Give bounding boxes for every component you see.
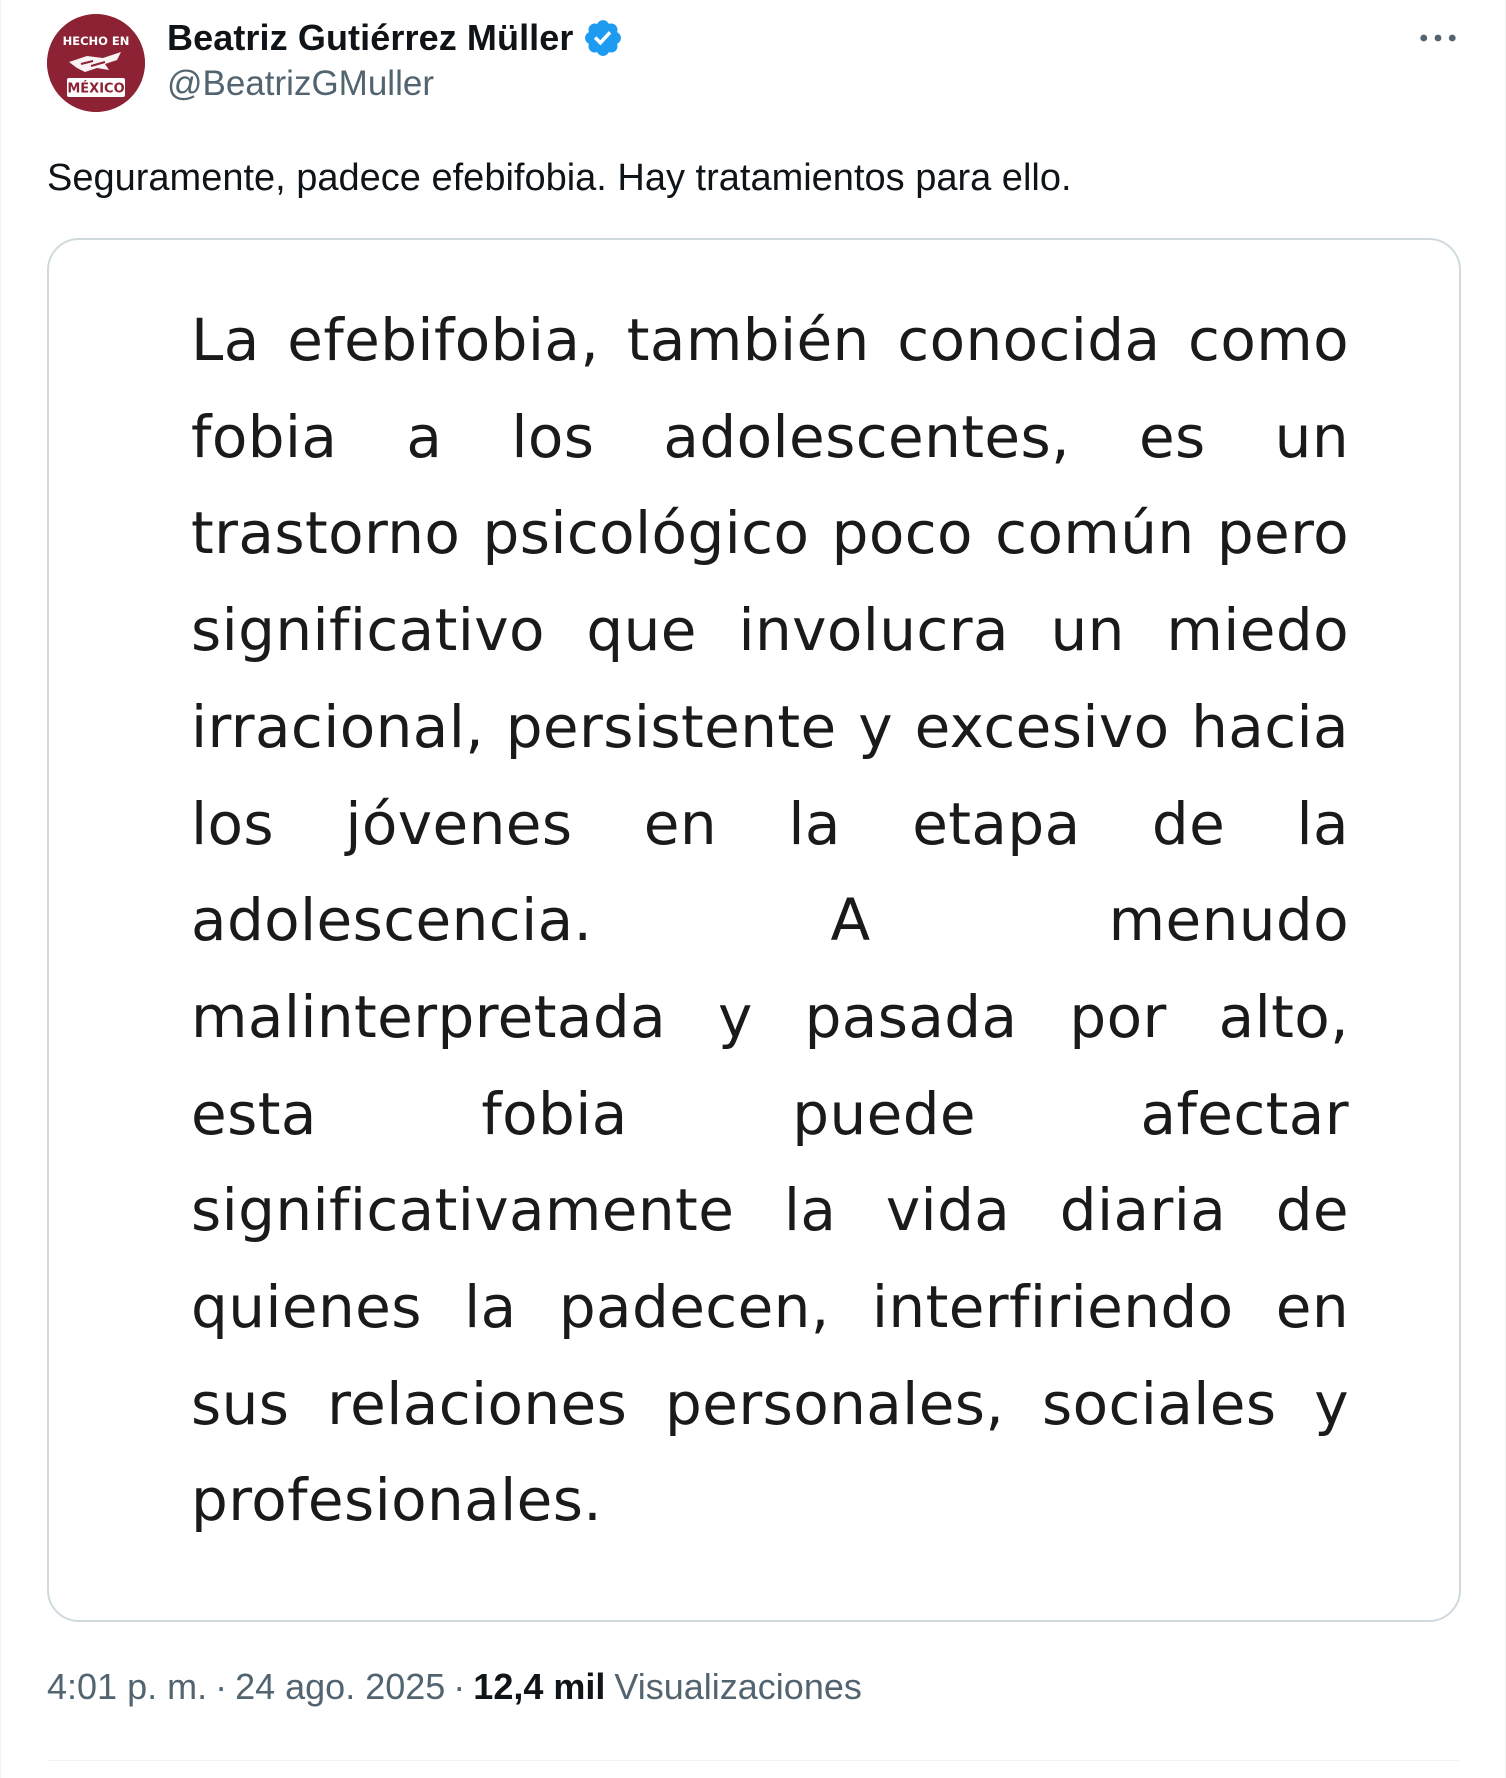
tweet-media-image[interactable] [47, 238, 1461, 1622]
tweet-metadata [47, 1666, 862, 1708]
tweet-time[interactable]: 4:01 p. m. [47, 1666, 208, 1707]
meta-separator: · [453, 1666, 466, 1707]
author-handle[interactable]: @BeatrizGMuller [167, 64, 434, 103]
media-image-text: La efebifobia, también conocida como fobia a los adolescentes, es un trastorno psicológico poco común pero significativo que involucra un miedo irracional, persistente y excesivo hacia los jóvenes en la etapa de la adolescencia. A menudo malinterpretada y pasada por alto, esta fobia puede afectar significativamente la vida diaria de quienes la padecen, interfiriendo en sus relaciones personales, sociales y profesionales. [191, 306, 1349, 1535]
avatar-top-text: HECHO EN [62, 34, 130, 48]
more-options-icon[interactable] [1413, 18, 1463, 58]
views-label[interactable]: Visualizaciones [614, 1666, 862, 1707]
author-display-name[interactable]: Beatriz Gutiérrez Müller [167, 17, 574, 58]
hecho-en-mexico-logo-icon [47, 14, 145, 112]
tweet-text: Seguramente, padece efebifobia. Hay tratamientos para ello. [47, 157, 1072, 199]
meta-separator: · [215, 1666, 228, 1707]
avatar[interactable] [47, 14, 145, 112]
avatar-bottom-text: MÉXICO [67, 81, 125, 97]
divider [47, 1760, 1459, 1761]
author-name-row [167, 14, 624, 62]
views-count[interactable]: 12,4 mil [473, 1666, 606, 1707]
verified-badge-icon[interactable] [582, 17, 624, 59]
tweet-date[interactable]: 24 ago. 2025 [235, 1666, 446, 1707]
